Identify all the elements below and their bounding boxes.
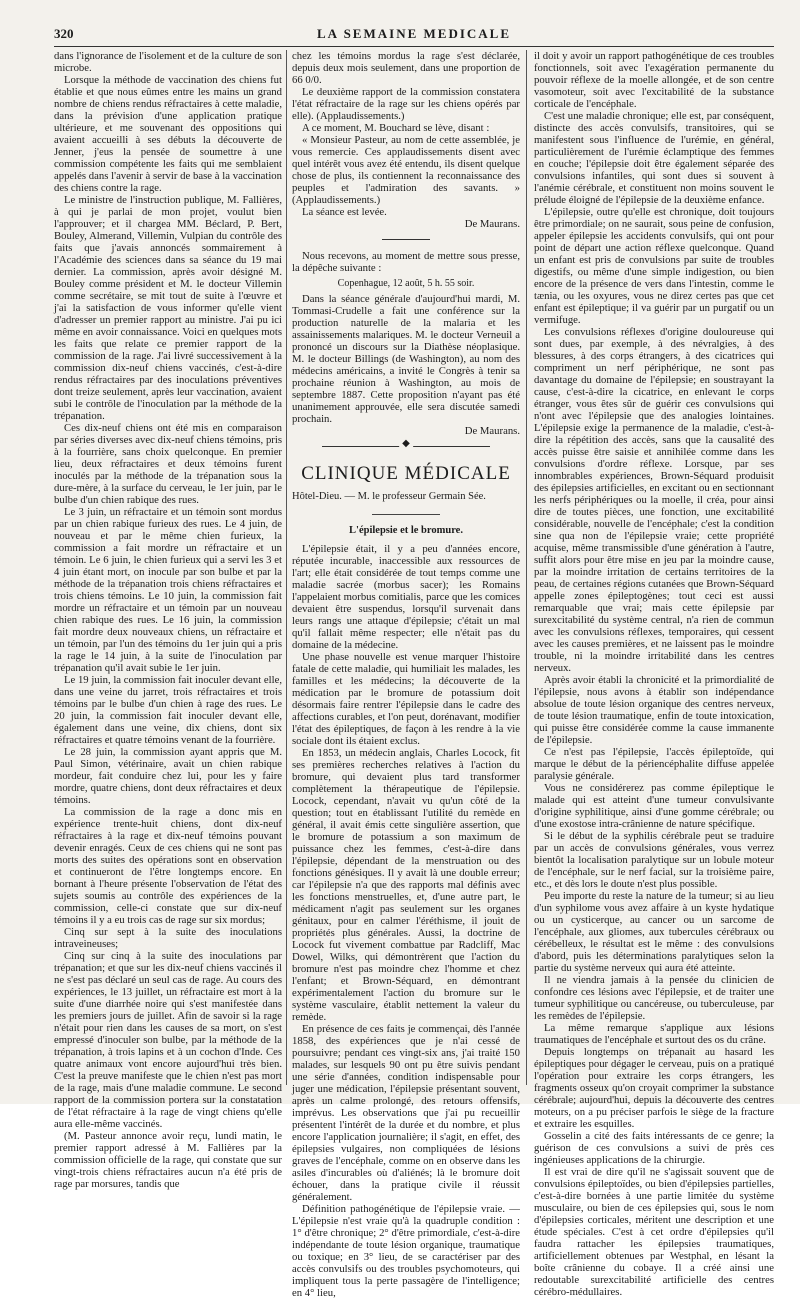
column-left — [54, 50, 282, 1190]
section-title: CLINIQUE MÉDICALE — [301, 463, 511, 484]
paragraph: Le 19 juin, la commission fait inoculer devant elle, dans une veine du jarret, trois réfractaires et trois témoins par le bulbe d'un chien à rage des rues. Le 20 juin, la commission fait inoculer devant elle, également dans une veine, dix chiens, dont six réfractaires et quatre témoins venant de la fourrière. — [54, 674, 282, 746]
paragraph: Nous recevons, au moment de mettre sous presse, la dépêche suivante : — [292, 250, 520, 274]
page-number: 320 — [54, 26, 74, 41]
column-right — [534, 50, 774, 1298]
paragraph: (M. Pasteur annonce avoir reçu, lundi matin, le premier rapport adressé à M. Fallières par la commission officielle de la rage, qui constate que sur vingt-trois chiens réfractaires aucun n'a été pris de rage par morsures, tandis que — [54, 1130, 282, 1190]
paragraph: Il ne viendra jamais à la pensée du clinicien de confondre ces lésions avec l'épilepsie, et de traiter une tumeur syphilitique ou cancéreuse, ou tuberculeuse, par les remèdes de l'épilepsie. — [534, 974, 774, 1022]
column-rule-right — [526, 50, 527, 1085]
paragraph: Vous ne considérerez pas comme épileptique le malade qui est atteint d'une tumeur convulsivante d'origine syphilitique, ainsi d'une gomme cérébrale; ou d'une exostose intra-crânienne de nature spécifique. — [534, 782, 774, 830]
article-title: L'épilepsie et le bromure. — [349, 525, 463, 536]
paragraph: Ce n'est pas l'épilepsie, l'accès épileptoïde, qui marque le début de la périencéphalite diffuse appelée paralysie générale. — [534, 746, 774, 782]
paragraph: Le ministre de l'instruction publique, M. Fallières, à qui je parlai de mon projet, voulut bien l'approuver; et il chargea MM. Béclard, P. Bert, Bouley, Almerand, Villemin, Vulpian du contrôle des faits que j'avais annoncés sommairement à l'Académie des sciences dans sa séance du 19 mai dernier. La commission, après avoir désigné M. Bouley comme président et M. le docteur Villemin comme secrétaire, se mit tout de suite à l'œuvre et j'ai la satisfaction de vous informer qu'elle vient d'adresser un premier rapport au ministre. J'ai pu ici même en avoir connaissance. Voici en quelques mots les faits que relate ce premier rapport de la commission de la rage. J'ai livré successivement à la commission dix-neuf chiens vaccinés, c'est-à-dire rendus réfractaires par des inoculations préventives dont treize seulement, après leur vaccination, avaient subi le contrôle de l'inoculation par la méthode de la trépanation. — [54, 194, 282, 422]
signature: De Maurans. — [464, 218, 520, 230]
paragraph: En présence de ces faits je commençai, dès l'année 1858, des expériences que je n'ai cessé de poursuivre; pendant ces vingt-six ans, j'ai traité 150 malades, sur lesquels 90 ont pu être suivis pendant une série d'années, condition indispensable pour juger une médication, l'épilepsie présentant souvent, après un calme prolongé, des retours offensifs, imprévus. Les observations que j'ai pu recueillir présentent l'intérêt de la durée et du nombre, et plus encore l'application journalière; il s'agit, en effet, des épilepsies vulgaires, non compliquées de lésions graves de l'encéphale, comme on en observe dans les asiles d'incurables où d'aliénés; là le bromure doit échouer, dans la pratique civile il réussit généralement. — [292, 1023, 520, 1203]
paragraph: L'épilepsie était, il y a peu d'années encore, réputée incurable, inaccessible aux ressources de l'art; elle était considérée de tout temps comme une maladie sacrée (morbus sacer); les Romains l'appelaient morbus comitialis, parce que les comices devaient être suspendus, lorsqu'il survenait dans leurs rangs une attaque d'épilepsie; c'était un mal qu'il fallait même respecter; elle n'était pas du domaine de la médecine. — [292, 543, 520, 651]
paragraph: Les convulsions réflexes d'origine douloureuse qui sont dues, par exemple, à des névralgies, à des blessures, à des corps étrangers, à des cicatrices qui compriment un nerf périphérique, ne sont pas davantage du domaine de l'épilepsie; en soustrayant la cause, c'est-à-dire la cicatrice, en enlevant le corps étranger, vous êtes sûr de guérir ces convulsions qui n'ont avec l'épilepsie que des analogies lointaines. L'épilepsie exige la permanence de la maladie, c'est-à-dire la répétition des accès, sans que la causalité des accès puisse être saisie et annihilée comme dans les convulsions d'ordre réflexe. Lorsque, par ses innombrables expériences, Brown-Séquard produisit des épilepsies artificielles, en excitant ou en sectionnant les nerfs périphériques ou la moelle, il créa, pour ainsi dire de toutes pièces, une fonction, une excitabilité considérable, nouvelle de l'encéphale; c'est la condition sine qua non de l'épilepsie vraie; cette propriété acquise, même transmissible d'une génération à l'autre, suffit alors pour être mise en jeu par la moindre cause, par la moindre irritation de certains territoires de la peau, de certaines régions cutanées que Brown-Séquard appelle zones épileptogènes; tout ceci est aussi remarquable que vrai; mais cette épilepsie par surexcitabilité du système central, n'a rien de commun avec les convulsions réflexes, temporaires, qui cessent avec les causes premières, et ne laissent pas le moindre trouble, ni la moindre irritabilité dans les centres nerveux. — [534, 326, 774, 674]
paragraph: La séance est levée. — [302, 206, 387, 218]
dateline: Copenhague, 12 août, 5 h. 55 soir. — [337, 278, 475, 289]
column-rule-left — [286, 50, 287, 1085]
journal-title: LA SEMAINE MEDICALE — [316, 26, 512, 41]
paragraph: La commission de la rage a donc mis en expérience trente-huit chiens, dont dix-neuf réfractaires à la rage et dix-neuf témoins pouvant devenir enragés. Ceux de ces chiens qui ne sont pas morts des suites des opérations sont en observation et continueront de l'être longtemps encore. En bornant à l'heure présente l'observation de l'état des sujets soumis au contrôle des expériences de la commission, celle-ci constate que sur dix-neuf témoins il y a eu trois cas de rage sur six mordus; — [54, 806, 282, 926]
paragraph: dans l'ignorance de l'isolement et de la culture de son microbe. — [54, 50, 282, 74]
paragraph: Une phase nouvelle est venue marquer l'histoire fatale de cette maladie, qui humiliait les malades, les familles et les médecins; la découverte de la médication par le bromure de potassium doit désormais faire rentrer l'épilepsie dans le cadre des affections curables, et l'on peut, dorénavant, modifier l'état des épileptiques, de façon à les rendre à la vie sociale dont ils étaient exclus. — [292, 651, 520, 747]
paragraph: Lorsque la méthode de vaccination des chiens fut établie et que nous eûmes entre les mains un grand nombre de chiens rendus réfractaires à cette maladie, dans la prévision d'une application pratique ultérieure, et me souvenant des oppositions qui avaient accueilli à ses débuts la découverte de Jenner, j'eus la pensée de soumettre à une commission compétente les faits qui me semblaient appelés dans l'avenir à servir de base à la vaccination des chiens contre la rage. — [54, 74, 282, 194]
paragraph: Peu importe du reste la nature de la tumeur; si au lieu d'un syphilome vous avez affaire à un kyste hydatique ou un cysticerque, au cancer ou un sarcome de l'encéphale, aux gliomes, aux tubercules cérébraux ou cérébelleux, le résultat est le même : des convulsions d'abord, puis les déterminations paralytiques selon la partie du système nerveux qui aura été atteinte. — [534, 890, 774, 974]
paragraph: Gosselin a cité des faits intéressants de ce genre; la guérison de ces convulsions a suivi de près ces ingénieuses applications de la chirurgie. — [534, 1130, 774, 1166]
paragraph: La même remarque s'applique aux lésions traumatiques de l'encéphale et surtout des os du crâne. — [534, 1022, 774, 1046]
paragraph: Il est vrai de dire qu'il ne s'agissait souvent que de convulsions épileptoïdes, ou bien d'épilepsies partielles, c'est-à-dire bornées à une partie limitée du système musculaire, ou bien de ces épilepsies qui, sous le nom d'épilepsies corticales, méritent une description et une étude spéciales. C'est à cet ordre d'épilepsies qu'il faudra rattacher les épilepsies traumatiques, artificiellement obtenues par Westphal, en lésant la boîte crânienne du cobaye. Il a créé ainsi une redoutable surexcitabilité artificielle des centres cérébro-médullaires. — [534, 1166, 774, 1298]
short-rule — [292, 511, 520, 519]
column-middle — [292, 50, 520, 1299]
separator-rule — [292, 230, 520, 250]
ornament-separator — [292, 437, 520, 457]
paragraph: chez les témoins mordus la rage s'est déclarée, depuis deux mois seulement, dans une proportion de 66 0/0. — [292, 50, 520, 86]
paragraph: Le 3 juin, un réfractaire et un témoin sont mordus par un chien rabique furieux des rues. Le 4 juin, de nouveau et par le même chien furieux, la commission a fait mordre un réfractaire et un témoin. Le 6 juin, le chien furieux qui a servi les 3 et 4 juin étant mort, on inocule par son bulbe et par la méthode de la trépanation trois chiens réfractaires et trois chiens témoins. Le 10 juin, la commission fait mordre un réfractaire et un témoin par un nouveau chien rabique des rues. Le 16 juin, la commission fait mordre deux nouveaux chiens, un réfractaire et un témoin, par l'un des témoins du 1er juin qui a pris la rage le 14 juin, à la suite de l'inoculation par trépanation qu'il avait subie le 1er juin. — [54, 506, 282, 674]
paragraph: L'épilepsie, outre qu'elle est chronique, doit toujours être primordiale; on ne saurait, sous peine de confusion, appeler épilepsie les accidents convulsifs, qui ont pour point de départ une action réflexe quelconque. Quand un enfant est pris de convulsions par suite de troubles digestifs, ou même d'une simple indigestion, ou bien encore de la présence de vers dans l'intestin, comme le tænia, ou les oxyures, vous ne direz certes pas que cet enfant est épileptique; il va guérir par un purgatif ou un vermifuge. — [534, 206, 774, 326]
signature: De Maurans. — [464, 425, 520, 437]
paragraph: Cinq sur cinq à la suite des inoculations par trépanation; et que sur les dix-neuf chiens vaccinés il ne s'est pas déclaré un seul cas de rage. Au cours des expériences, le 13 juillet, un réfractaire est mort à la suite d'une diarrhée noire qui s'est manifestée dans les premiers jours de juillet. Afin de savoir si la rage n'était pour rien dans les causes de sa mort, on s'est empressé d'inoculer son bulbe, par la méthode de la trépanation, à trois lapins et à un cochon d'Inde. Ces quatre animaux vont encore aujourd'hui très bien. C'est la preuve manifeste que le chien n'est pas mort de la rage, mais d'une maladie commune. Le second rapport de la commission portera sur la constatation de l'état réfractaire à la rage de vingt chiens qu'elle aura elle-même vaccinés. — [54, 950, 282, 1130]
paragraph: « Monsieur Pasteur, au nom de cette assemblée, je vous remercie. Ces applaudissements disent avec quel intérêt vous avez été entendu, ils disent quelque chose de plus, ils contiennent la reconnaissance des peuples et l'admiration des savants. » (Applaudissements.) — [292, 134, 520, 206]
paragraph: Définition pathogénétique de l'épilepsie vraie. — L'épilepsie n'est vraie qu'à la quadruple condition : 1° d'être chronique; 2° d'être primordiale, c'est-à-dire indépendante de toute lésion organique, traumatique ou toxique; en 3° lieu, de se caractériser par des accès convulsifs ou des troubles psychomoteurs, qui impliquent tous la perte passagère de l'intelligence; en 4° lieu, — [292, 1203, 520, 1299]
paragraph: Le deuxième rapport de la commission constatera l'état réfractaire de la rage sur les chiens opérés par elle). (Applaudissements.) — [292, 86, 520, 122]
paragraph: A ce moment, M. Bouchard se lève, disant : — [302, 122, 490, 134]
paragraph: Le 28 juin, la commission ayant appris que M. Paul Simon, vétérinaire, avait un chien rabique mordeur, fait conduire chez lui, pour les y faire mordre, quatre chiens, dont deux réfractaires et deux témoins. — [54, 746, 282, 806]
paragraph: En 1853, un médecin anglais, Charles Locock, fit ses premières recherches relatives à l'action du bromure, qui devaient plus tard transformer complètement la thérapeutique de l'épilepsie. Locock, cependant, n'avait vu qu'un côté de la question; tout en établissant l'utilité du remède en général, il avait émis cette singulière assertion, que le bromure de potassium a son maximum de puissance chez les femmes, c'est-à-dire dans l'épilepsie, dépendant de la menstruation ou des fonctions génésiques. Il y avait là une double erreur; car l'épilepsie n'a que des rapports mal définis avec les fonctions menstruelles, et, d'une autre part, le médicament n'agit pas seulement sur les organes génitaux, pour en calmer l'éréthisme, il jouit de propriétés plus générales. Aussi, la doctrine de Locock fut vivement combattue par Radcliff, Mac Dowel, Wilks, qui démontrèrent que l'action du bromure n'est pas moindre chez l'homme et chez l'enfant; et Brown-Séquard, en démontrant expérimentalement l'action du bromure sur le système vasculaire, établit nettement la valeur du remède. — [292, 747, 520, 1023]
paragraph: Après avoir établi la chronicité et la primordialité de l'épilepsie, nous avons à établir son indépendance absolue de toute lésion organique des centres nerveux, de toute lésion traumatique, enfin de toute intoxication, qui puisse être considérée comme la cause immanente de l'épilepsie. — [534, 674, 774, 746]
clinic-byline: Hôtel-Dieu. — M. le professeur Germain Sée. — [292, 491, 486, 502]
paragraph: il doit y avoir un rapport pathogénétique de ces troubles fonctionnels, soit avec l'exagération permanente du pouvoir réflexe de la moelle allongée, et de son centre vasomoteur, soit avec l'excitabilité de la substance corticale de l'encéphale. — [534, 50, 774, 110]
paragraph: Depuis longtemps on trépanait au hasard les épileptiques pour dégager le cerveau, puis on a pratiqué l'opération pour extraire les corps étrangers, les fragments osseux qu'on croyait comprimer la substance cérébrale; aujourd'hui, depuis la découverte des centres moteurs, on a pu préciser parfois le siège de la fracture et extraire les esquilles. — [534, 1046, 774, 1130]
paragraph: Si le début de la syphilis cérébrale peut se traduire par un accès de convulsions générales, vous verrez bientôt la localisation paralytique sur un lobule moteur de l'encéphale, sur le nerf facial, sur la troisième paire, etc., et dès lors le doute n'est plus possible. — [534, 830, 774, 890]
paragraph: Ces dix-neuf chiens ont été mis en comparaison par séries diverses avec dix-neuf chiens témoins, pris à la fourrière, sans choix quelconque. En premier lieu, deux réfractaires et deux témoins furent inoculés par la méthode de la trépanation sous la dure-mère, à la surface du cerveau, le 1er juin, par le bulbe d'un chien rabique des rues. — [54, 422, 282, 506]
paragraph: C'est une maladie chronique; elle est, par conséquent, distincte des accès convulsifs, transitoires, qui se manifestent sous l'influence de l'urémie, en général, particulièrement de l'urémie éclamptique des femmes en couche; l'épilepsie doit être également séparée des convulsions infantiles, qui sont dues si souvent à l'anémie cérébrale, et constituent non moins souvent le prélude éloigné de l'épilepsie de la deuxième enfance. — [534, 110, 774, 206]
page-header — [54, 26, 774, 47]
paragraph: Cinq sur sept à la suite des inoculations intraveineuses; — [54, 926, 282, 950]
paragraph: Dans la séance générale d'aujourd'hui mardi, M. Tommasi-Crudelle a fait une conférence sur la production naturelle de la malaria et les assainissements malariques. M. le docteur Verneuil a prononcé un discours sur la Diathèse néoplasique. M. le docteur Billings (de Washington), au nom des médecins américains, a invité le Congrès à tenir sa prochaine réunion à Washington, au mois de septembre 1887. Cette proposition n'ayant pas été unanimement approuvée, elle sera discutée samedi prochain. — [292, 293, 520, 425]
